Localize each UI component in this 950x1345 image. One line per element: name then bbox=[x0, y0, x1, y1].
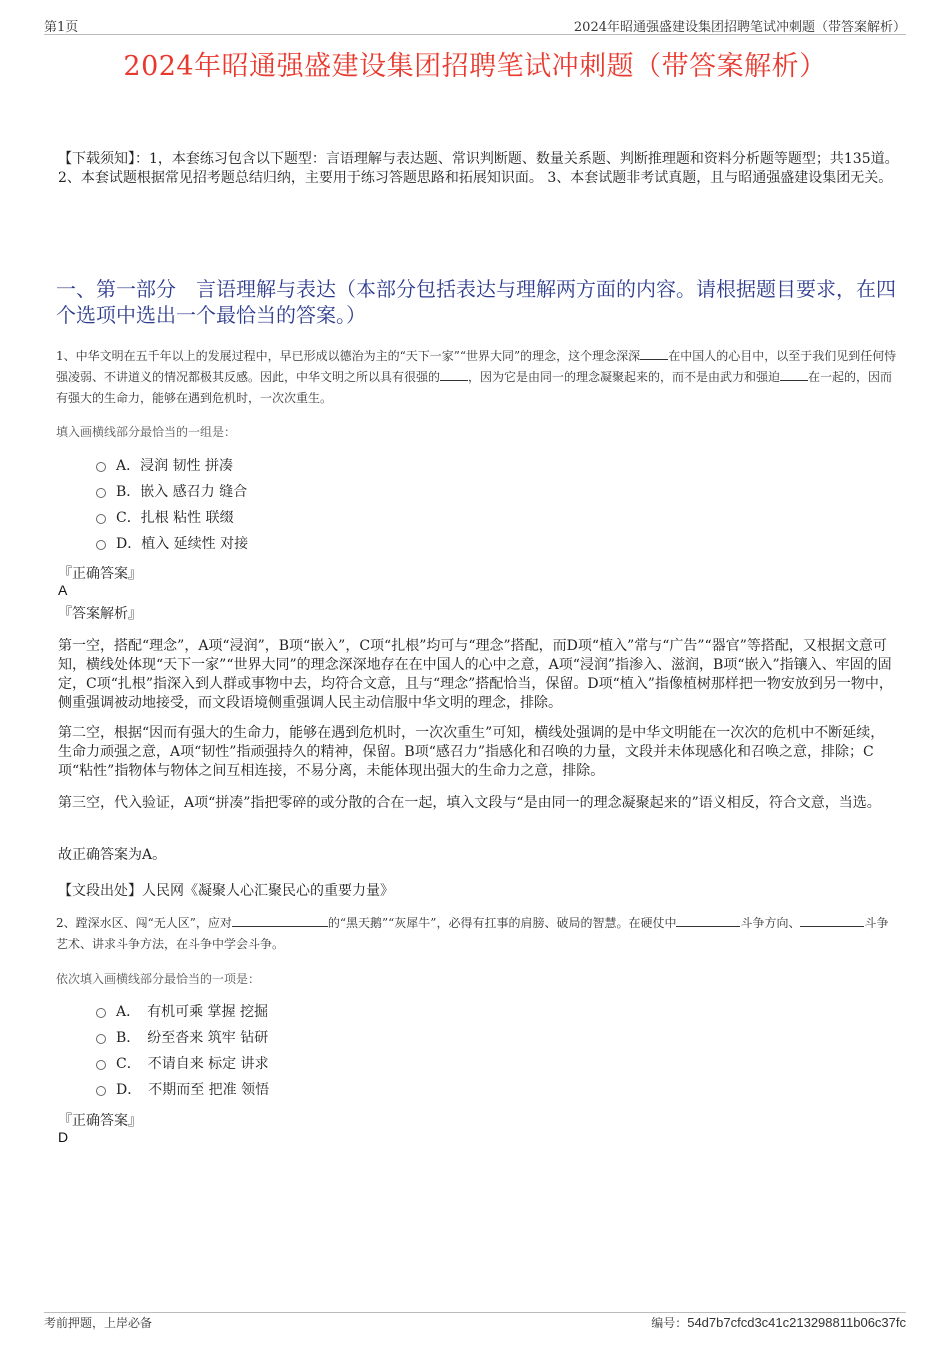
header-divider bbox=[44, 34, 906, 35]
q1-blank-1 bbox=[640, 347, 668, 360]
q1-option-a[interactable] bbox=[96, 456, 233, 476]
q1-analysis-paragraph-3: 第三空，代入验证，A项“拼凑”指把零碎的或分散的合在一起，填入文段与“是由同一的理念凝聚起来的”语义相反，符合文意，当选。 bbox=[58, 795, 881, 811]
q1-answer-label: 『正确答案』 bbox=[58, 566, 142, 582]
q1-blank-3 bbox=[780, 368, 808, 381]
q1-option-c[interactable] bbox=[96, 508, 234, 528]
q2-text-c: 斗争方向、 bbox=[740, 916, 801, 930]
radio-icon[interactable] bbox=[96, 514, 106, 524]
radio-icon[interactable] bbox=[96, 488, 106, 498]
q2-option-a[interactable] bbox=[96, 1002, 268, 1022]
q1-text-b: 在中国人的心目中，以至于我们见到任何恃强凌弱、不讲道义的情况都极其反感。因此，中华文明之所以具有很强的 bbox=[56, 349, 897, 384]
download-notice: 【下载须知】：1，本套练习包含以下题型：言语理解与表达题、常识判断题、数量关系题、判断推理题和资料分析题等题型；共135道。 2、本套试题根据常见招考题总结归纳，主要用于练习答题思路和拓展知识面。 3、本套试题非考试真题，且与昭通强盛建设集团无关。 bbox=[58, 151, 899, 186]
footer-code-label: 编号： bbox=[651, 1316, 688, 1330]
question-1-text bbox=[56, 346, 898, 409]
page-title: 2024年昭通强盛建设集团招聘笔试冲刺题（带答案解析） bbox=[123, 51, 827, 82]
q2-option-b-label: B． 纷至沓来 筑牢 钻研 bbox=[116, 1030, 269, 1046]
q1-analysis-paragraph-2: 第二空，根据“因而有强大的生命力，能够在遇到危机时，一次次重生”可知，横线处强调的是中华文明能在一次次的危机中不断延续，生命力顽强之意，A项“韧性”指顽强持久的精神，保留。B项“感召力”指感化和召唤的力量，文段并未体现感化和召唤之意，排除；C项“粘性”指物体与物体之间互相连接，不易分离，未能体现出强大的生命力之意，排除。 bbox=[58, 725, 885, 779]
q1-text-c: ，因为它是由同一的理念凝聚起来的，而不是由武力和强迫 bbox=[468, 370, 781, 384]
question-1-prompt: 填入画横线部分最恰当的一组是： bbox=[56, 425, 237, 439]
q1-option-c-label: C．扎根 粘性 联缀 bbox=[116, 510, 234, 526]
footer-code-value: 54d7b7cfcd3c41c213298811b06c37fc bbox=[687, 1315, 906, 1330]
q1-text-d: 在一起的，因而有强大的生命力，能够在遇到危机时，一次次重生。 bbox=[56, 370, 893, 405]
q2-option-b[interactable] bbox=[96, 1028, 268, 1048]
footer-code bbox=[651, 1314, 906, 1331]
q1-blank-2 bbox=[440, 368, 468, 381]
header-page-number: 第1页 bbox=[44, 20, 79, 35]
q1-analysis-label: 『答案解析』 bbox=[58, 606, 142, 622]
radio-icon[interactable] bbox=[96, 1086, 106, 1096]
q2-text-a: 2、蹚深水区、闯“无人区”，应对 bbox=[56, 916, 232, 930]
q2-text-b: 的“黑天鹅”“灰犀牛”，必得有扛事的肩膀、破局的智慧。在硬仗中 bbox=[327, 916, 677, 930]
q2-answer-label: 『正确答案』 bbox=[58, 1113, 142, 1129]
section-heading: 一、第一部分 言语理解与表达（本部分包括表达与理解两方面的内容。请根据题目要求，在四个选项中选出一个最恰当的答案。） bbox=[56, 277, 896, 327]
q2-option-d-label: D． 不期而至 把准 领悟 bbox=[116, 1082, 270, 1098]
q2-text-d: 斗争艺术、讲求斗争方法，在斗争中学会斗争。 bbox=[56, 916, 889, 951]
q2-blank-3 bbox=[800, 914, 864, 927]
header-doc-title: 2024年昭通强盛建设集团招聘笔试冲刺题（带答案解析） bbox=[573, 20, 906, 35]
q2-option-c[interactable] bbox=[96, 1054, 269, 1074]
q1-source: 【文段出处】人民网《凝聚人心汇聚民心的重要力量》 bbox=[58, 883, 394, 899]
q2-blank-1 bbox=[232, 914, 328, 927]
radio-icon[interactable] bbox=[96, 540, 106, 550]
radio-icon[interactable] bbox=[96, 462, 106, 472]
q1-option-a-label: A．浸润 韧性 拼凑 bbox=[116, 458, 234, 474]
q1-option-d[interactable] bbox=[96, 534, 248, 554]
q1-option-d-label: D．植入 延续性 对接 bbox=[116, 536, 249, 552]
question-2-prompt: 依次填入画横线部分最恰当的一项是： bbox=[56, 972, 261, 986]
question-2-text bbox=[56, 913, 898, 955]
q1-conclusion: 故正确答案为A。 bbox=[58, 847, 167, 863]
q1-analysis-paragraph-1: 第一空，搭配“理念”，A项“浸润”，B项“嵌入”，C项“扎根”均可与“理念”搭配，而D项“植入”常与“广告”“器官”等搭配，又根据文意可知，横线处体现“天下一家”“世界大同”的理念深深地存在在中国人的心中之意，A项“浸润”指渗入、滋润，B项“嵌入”指镶入、牢固的固定，C项“扎根”指深入到人群或事物中去，均符合文意，且与“理念”搭配恰当，保留。D项“植入”指像植树那样把一物安放到另一物中，侧重强调被动地接受，而文段语境侧重强调人民主动信服中华文明的理念，排除。 bbox=[58, 638, 893, 711]
q1-option-b-label: B．嵌入 感召力 缝合 bbox=[116, 484, 248, 500]
radio-icon[interactable] bbox=[96, 1034, 106, 1044]
q2-option-d[interactable] bbox=[96, 1080, 269, 1100]
q2-option-c-label: C． 不请自来 标定 讲求 bbox=[116, 1056, 269, 1072]
footer-divider bbox=[44, 1312, 906, 1313]
radio-icon[interactable] bbox=[96, 1008, 106, 1018]
q1-text-a: 1、中华文明在五千年以上的发展过程中，早已形成以德治为主的“天下一家”“世界大同”的理念，这个理念深深 bbox=[56, 349, 641, 363]
radio-icon[interactable] bbox=[96, 1060, 106, 1070]
q2-blank-2 bbox=[676, 914, 740, 927]
q1-answer: A bbox=[58, 582, 68, 598]
q2-answer: D bbox=[58, 1129, 69, 1145]
q2-option-a-label: A． 有机可乘 掌握 挖掘 bbox=[116, 1004, 269, 1020]
footer-slogan: 考前押题，上岸必备 bbox=[44, 1316, 153, 1330]
q1-option-b[interactable] bbox=[96, 482, 247, 502]
